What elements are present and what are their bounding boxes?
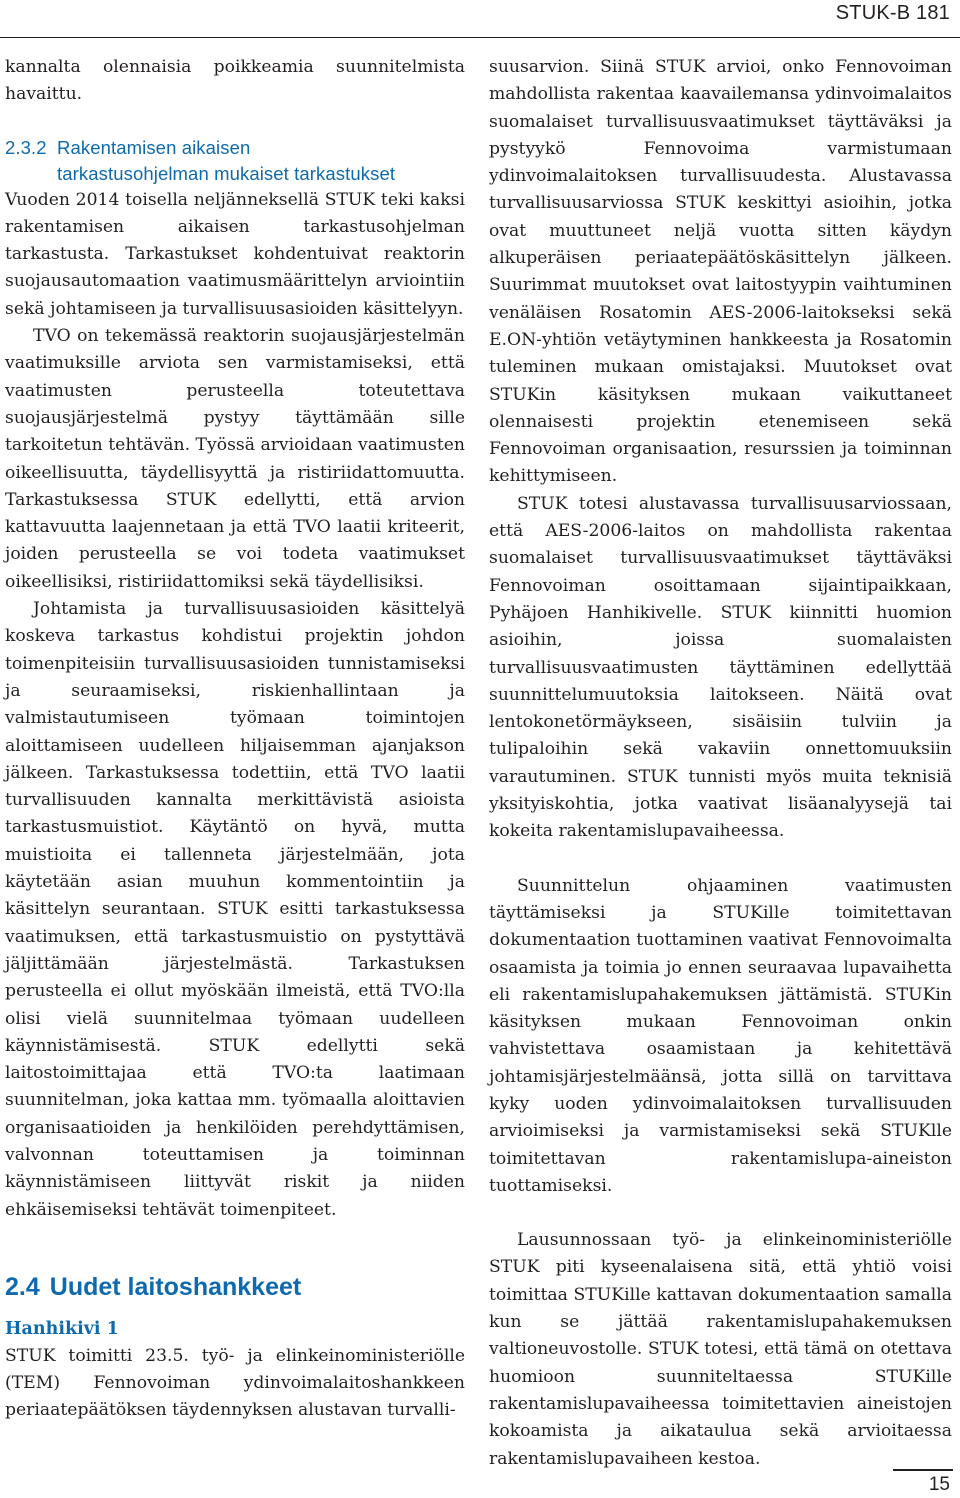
paragraph: Vuoden 2014 toisella neljänneksellä STUK teki kaksi rakentamisen aikaisen tarkastusohjelman tarkastusta. Tarkastukset kohdentuivat reaktorin suojausautomaation vaatimusmäärittelyn arviointiin sekä johtamiseen ja turvallisuusasioiden käsittelyyn. [5, 189, 465, 319]
section-heading-2-3-2 [5, 135, 465, 187]
paragraph: Lausunnossaan työ- ja elinkeinoministeriölle STUK piti kyseenalaisena sitä, että yhtiö voisi toimittaa STUKille kattavan dokumentaation samalla kun se jättää rakentamislupahakemuksen valtioneuvostolle. STUK totesi, että tämä on otettava huomioon suunniteltaessa STUKille rakentamislupavaiheessa toimitettavien aineistojen kokoamista ja aikataulua sekä arvioitaessa rakentamislupavaiheen kestoa. [489, 1230, 952, 1469]
subheading-hanhikivi: Hanhikivi 1 [5, 1318, 119, 1339]
paragraph: kannalta olennaisia poikkeamia suunnitelmista havaittu. [5, 57, 465, 105]
left-column [5, 54, 465, 1425]
header-rule [0, 37, 960, 38]
paragraph: TVO on tekemässä reaktorin suojausjärjestelmän vaatimuksille arviota sen varmistamiseksi, että vaatimusten perusteella toteutettava suojausjärjestelmä pystyy täyttämään sille tarkoitetun tehtävän. Työssä arvioidaan vaatimusten oikeellisuutta, täydellisyyttä ja ristiriidattomuutta. Tarkastuksessa STUK edellytti, että arvion kattavuutta laajennetaan ja että TVO laatii kriteerit, joiden perusteella se voi todeta vaatimukset oikeellisiksi, ristiriidattomiksi sekä täydellisiksi. [5, 326, 465, 592]
footer-rule [893, 1469, 953, 1471]
right-column [489, 54, 952, 1473]
section-title-line1: Rakentamisen aikaisen [57, 136, 251, 158]
section-heading-2-4 [5, 1272, 465, 1302]
paragraph: Suunnittelun ohjaaminen vaatimusten täyttämiseksi ja STUKille toimitettavan dokumentaation tuottaminen vaativat Fennovoimalta osaamista ja toimia jo ennen seuraavaa lupavaihetta eli rakentamislupahakemuksen jättämistä. STUKin käsityksen mukaan Fennovoiman onkin vahvistettava osaamistaan ja kehitettävä johtamisjärjestelmäänsä, jotta sillä on tarvittava kyky uoden ydinvoimalaitoksen turvallisuuden arvioimiseksi ja varmistamiseksi sekä STUKlle toimitettavan rakentamislupa-aineiston tuottamiseksi. [489, 875, 952, 1196]
paragraph: Johtamista ja turvallisuusasioiden käsittelyä koskeva tarkastus kohdistui projektin johdon toimenpiteisiin turvallisuusasioiden tunnistamiseksi ja seuraamiseksi, riskienhallintaan ja valmistautumiseen työmaan toimintojen aloittamiseen uudelleen hiljaisemman ajanjakson jälkeen. Tarkastuksessa todettiin, että TVO laatii turvallisuuden kannalta merkittävistä asioista tarkastusmuistiot. Käytäntö on hyvä, mutta muistioita ei tallenneta järjestelmään, jota käytetään asian muuhun kommentointiin ja käsittelyn seurantaan. STUK esitti tarkastuksessa vaatimuksen, että tarkastusmuistio on pystyttävä jäljittämään järjestelmästä. Tarkastuksen perusteella ei ollut myöskään ilmeistä, että TVO:lla olisi vielä suunnitelmaa työmaan uudelleen käynnistämisestä. STUK edellytti sekä laitostoimittajaa että TVO:ta laatimaan suunnitelman, joka kattaa mm. työmaalla aloittavien organisaatioiden ja henkilöiden perehdyttämisen, valvonnan toteuttamisen ja toiminnan käynnistämiseen liittyvät riskit ja niiden ehkäisemiseksi tehtävät toimenpiteet. [5, 599, 465, 1220]
page-number: 15 [928, 1474, 950, 1495]
section-title-line2: tarkastusohjelman mukaiset tarkastukset [57, 162, 396, 184]
paragraph: STUK totesi alustavassa turvallisuusarviossaan, että AES-2006-laitos on mahdollista rakentaa suomalaiset turvallisuusvaatimukset täyttäväksi Fennovoiman osoittamaan sijaintipaikkaan, Pyhäjoen Hanhikivelle. STUK kiinnitti huomion asioihin, joissa suomalaisten turvallisuusvaatimusten täyttäminen edellyttää suunnittelumuutoksia laitokseen. Näitä ovat lentokonetörmäykseen, sisäisiin tulviin ja tulipaloihin sekä vakaviin onnettomuuksiin varautuminen. STUK tunnisti myös muita teknisiä yksityiskohtia, jotka vaativat lisäanalyysejä tai kokeita rakentamislupavaiheessa. [489, 493, 952, 842]
paragraph: suusarvion. Siinä STUK arvioi, onko Fennovoiman mahdollista rakentaa kaavailemansa ydinvoimalaitos suomalaiset turvallisuusvaatimukset täyttäväksi ja pystyykö Fennovoima varmistumaan ydinvoimalaitoksen turvallisuudesta. Alustavassa turvallisuusarviossa STUK keskittyi asioihin, jotka ovat muuttuneet neljä vuotta sitten käydyn alkuperäisen periaatepäätöskäsittelyn jälkeen. Suurimmat muutokset ovat laitostyypin vaihtuminen venäläisen Rosatomin AES-2006-laitokseksi sekä E.ON-yhtiön vetäytyminen hankkeesta ja Rosatomin tuleminen mukaan omistajaksi. Muutokset ovat STUKin käsityksen mukaan vaikuttaneet olennaisesti projektin etenemiseen sekä Fennovoiman organisaation, resurssien ja toiminnan kehittymiseen. [489, 57, 952, 487]
section-number: 2.3.2 [5, 136, 47, 158]
section-title: Uudet laitoshankkeet [49, 1272, 302, 1301]
paragraph: STUK toimitti 23.5. työ- ja elinkeinoministeriölle (TEM) Fennovoiman ydinvoimalaitoshankkeen periaatepäätöksen täydennyksen alustavan turvalli- [5, 1345, 465, 1421]
running-header-label: STUK-B 181 [835, 2, 950, 24]
section-number: 2.4 [5, 1272, 40, 1301]
